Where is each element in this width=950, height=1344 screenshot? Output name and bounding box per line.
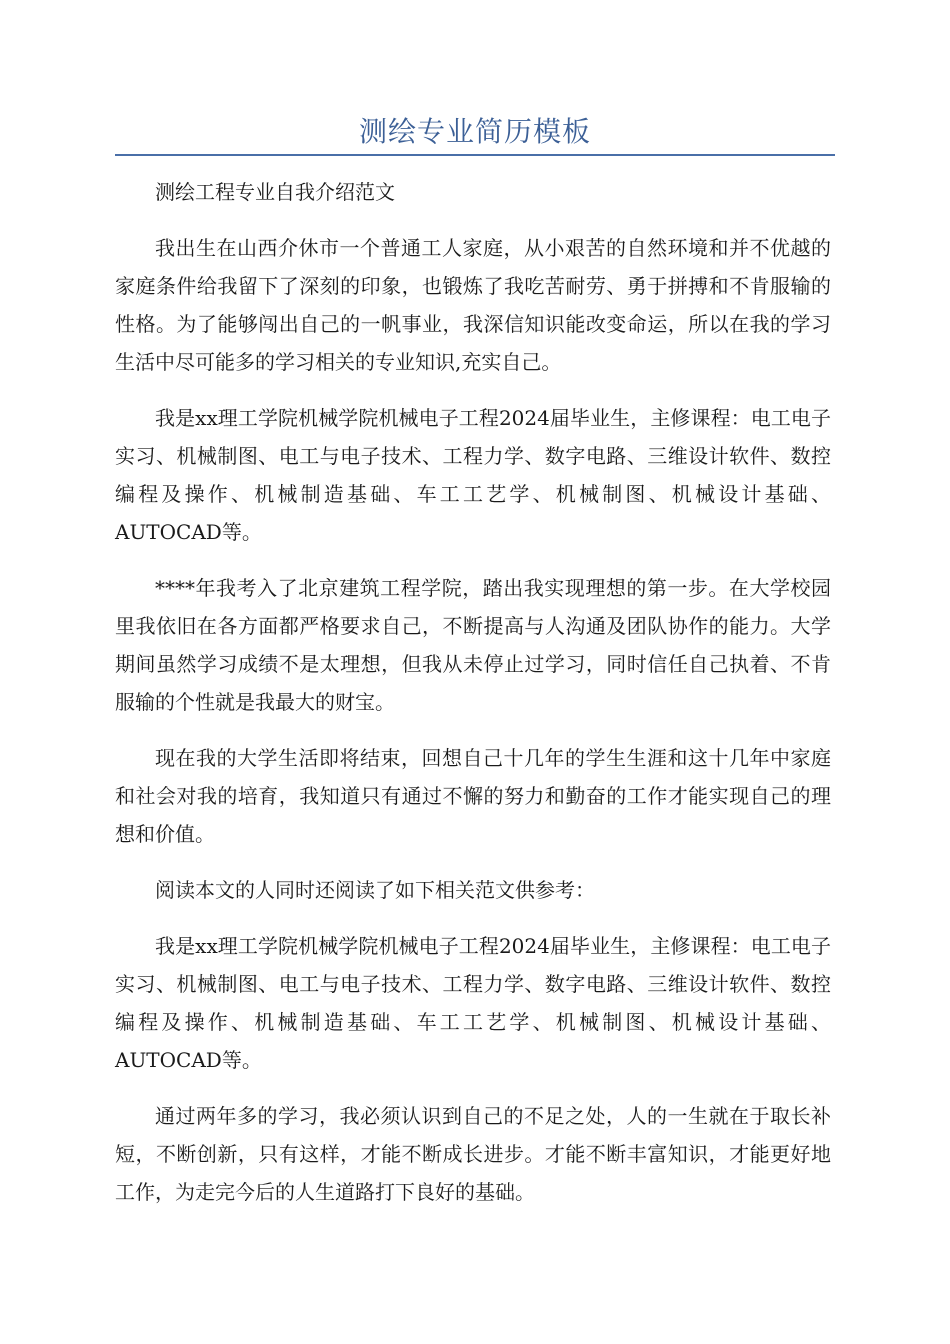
paragraph: 现在我的大学生活即将结束，回想自己十几年的学生生涯和这十几年中家庭和社会对我的培育，我知道只有通过不懈的努力和勤奋的工作才能实现自己的理想和价值。 (115, 746, 831, 846)
paragraph: 我是xx理工学院机械学院机械电子工程2024届毕业生，主修课程：电工电子实习、机械制图、电工与电子技术、工程力学、数字电路、三维设计软件、数控编程及操作、机械制造基础、车工工艺学、机械制图、机械设计基础、AUTOCAD等。 (115, 934, 831, 1072)
document-title: 测绘专业简历模板 (358, 115, 591, 148)
document-body (115, 173, 831, 1229)
paragraph-subtitle: 测绘工程专业自我介绍范文 (155, 180, 395, 204)
paragraph: 我出生在山西介休市一个普通工人家庭，从小艰苦的自然环境和并不优越的家庭条件给我留下了深刻的印象，也锻炼了我吃苦耐劳、勇于拼搏和不肯服输的性格。为了能够闯出自己的一帆事业，我深信知识能改变命运，所以在我的学习生活中尽可能多的学习相关的专业知识,充实自己。 (115, 236, 831, 374)
paragraph: 我是xx理工学院机械学院机械电子工程2024届毕业生，主修课程：电工电子实习、机械制图、电工与电子技术、工程力学、数字电路、三维设计软件、数控编程及操作、机械制造基础、车工工艺学、机械制图、机械设计基础、AUTOCAD等。 (115, 406, 831, 544)
paragraph: 通过两年多的学习，我必须认识到自己的不足之处，人的一生就在于取长补短，不断创新，只有这样，才能不断成长进步。才能不断丰富知识，才能更好地工作，为走完今后的人生道路打下良好的基础。 (115, 1104, 831, 1204)
paragraph: ****年我考入了北京建筑工程学院，踏出我实现理想的第一步。在大学校园里我依旧在各方面都严格要求自己，不断提高与人沟通及团队协作的能力。大学期间虽然学习成绩不是太理想，但我从未停止过学习，同时信任自己执着、不肯服输的个性就是我最大的财宝。 (115, 576, 831, 714)
title-underline (115, 154, 835, 156)
paragraph: 阅读本文的人同时还阅读了如下相关范文供参考： (155, 878, 595, 902)
